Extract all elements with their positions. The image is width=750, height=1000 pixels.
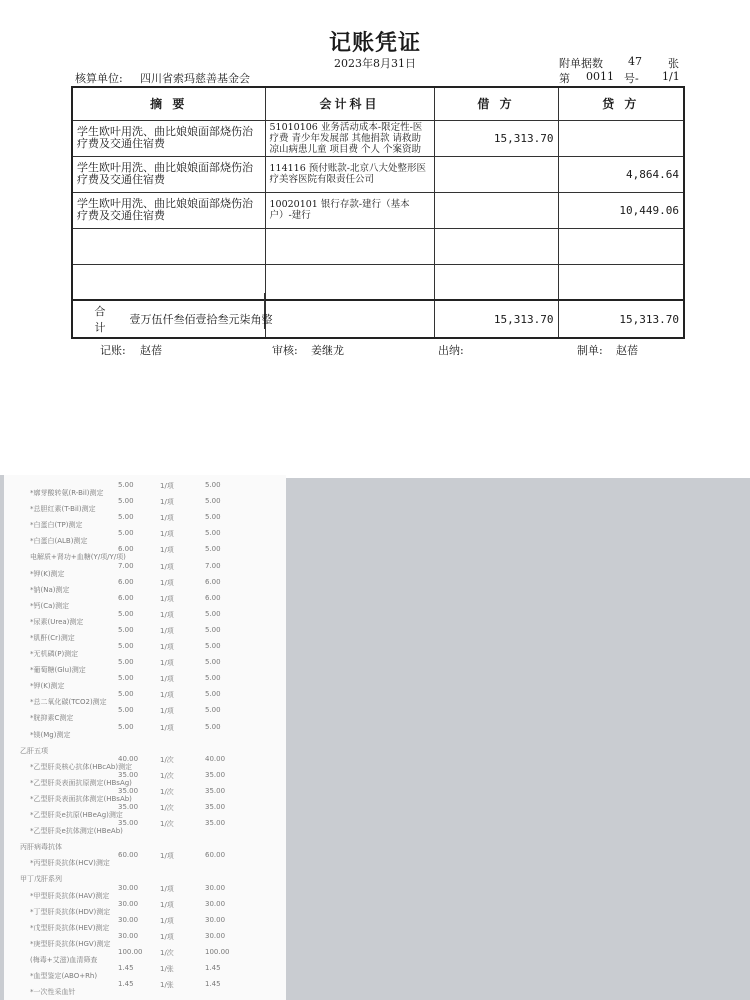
reviewer-label: 审核: [272, 344, 298, 357]
lab-item-price: 5.00 [118, 642, 134, 650]
lab-item-name: 乙肝五项 [20, 746, 48, 755]
bookkeeper-name: 赵蓓 [140, 344, 162, 357]
lab-item-price: 5.00 [118, 529, 134, 538]
table-row [72, 192, 684, 228]
lab-item-name: *庚型肝炎抗体(HGV)测定 [30, 939, 111, 948]
lab-item-price: 7.00 [118, 561, 134, 570]
lab-item-name: *总胆红素(T-Bil)测定 [30, 505, 96, 514]
lab-item-amount: 5.00 [205, 625, 221, 634]
lab-item-name: *乙型肝炎e抗体测定(HBeAb) [30, 827, 123, 836]
lab-item-name: *血型鉴定(ABO+Rh) [30, 972, 98, 980]
lab-item-name: *乙型肝炎表面抗原测定(HBsAg) [30, 778, 132, 787]
row-summary [72, 228, 265, 264]
lab-item-name: 甲丁戊肝系列 [20, 875, 62, 884]
lab-item-unit: 1/项 [160, 675, 174, 684]
row-summary [72, 264, 265, 300]
lab-item-amount: 35.00 [205, 770, 226, 779]
lab-item-name: *葡萄糖(Glu)测定 [30, 666, 86, 675]
attachments-count: 47 [628, 55, 642, 68]
header-summary: 摘 要 [72, 87, 265, 120]
lab-item-amount: 5.00 [205, 609, 221, 618]
accounting-unit-name: 四川省索玛慈善基金会 [140, 72, 250, 85]
lab-item-price: 5.00 [118, 674, 134, 683]
row-account [265, 264, 434, 300]
row-debit [434, 156, 558, 192]
lab-item-price: 5.00 [118, 481, 134, 489]
lab-item-unit: 1/项 [160, 530, 174, 539]
preparer-name: 赵蓓 [616, 344, 638, 357]
lab-item-price: 5.00 [118, 690, 134, 699]
lab-item-unit: 1/张 [160, 981, 174, 990]
row-summary: 学生欧叶用洗、曲比娘娘面部烧伤治疗费及交通住宿费 [72, 192, 265, 228]
total-credit: 15,313.70 [558, 300, 684, 338]
lab-item-unit: 1/张 [160, 965, 174, 973]
row-summary: 学生欧叶用洗、曲比娘娘面部烧伤治疗费及交通住宿费 [72, 120, 265, 156]
lab-item-name: *廓芽酸转氨(R-Bil)测定 [30, 489, 104, 497]
lab-item-price: 5.00 [118, 658, 134, 667]
lab-item-name: *甲型肝炎抗体(HAV)测定 [30, 891, 110, 900]
lab-item-name: *肌酐(Cr)测定 [30, 633, 75, 642]
lab-item-unit: 1/项 [160, 578, 174, 587]
voucher-title: 记账凭证 [328, 30, 421, 56]
lab-item-amount: 30.00 [205, 883, 226, 892]
lab-item-name: *白蛋白(ALB)测定 [30, 537, 88, 546]
lab-item-unit: 1/项 [160, 482, 174, 490]
lab-item-amount: 5.00 [205, 513, 221, 522]
lab-item-name: *钾(K)测定 [30, 569, 65, 578]
table-row [72, 156, 684, 192]
lab-item-amount: 30.00 [205, 931, 226, 940]
lab-item-name: *乙型肝炎表面抗体测定(HBsAb) [30, 794, 132, 803]
lab-item-unit: 1/项 [160, 498, 174, 507]
attachments-unit: 张 [668, 57, 679, 70]
lab-item-amount: 35.00 [205, 803, 226, 811]
total-label-text: 合 计 [94, 305, 120, 334]
lab-item-name: *钠(Na)测定 [30, 585, 70, 594]
lab-item-amount: 5.00 [205, 690, 221, 699]
lab-item-price: 5.00 [118, 497, 134, 506]
lab-item-amount: 5.00 [205, 674, 221, 683]
lab-item-amount: 35.00 [205, 819, 226, 828]
scan-background [285, 478, 750, 1000]
row-debit: 15,313.70 [434, 120, 558, 156]
lab-item-price: 5.00 [118, 625, 134, 634]
lab-item-amount: 5.00 [205, 658, 221, 667]
lab-item-unit: 1/次 [160, 771, 174, 780]
reviewer-name: 姜继龙 [311, 344, 344, 357]
lab-item-price: 30.00 [118, 899, 139, 908]
lab-item-price: 30.00 [118, 915, 139, 924]
header-account: 会计科目 [265, 87, 434, 120]
lab-item-name: *镁(Mg)测定 [30, 730, 71, 739]
lab-item-amount: 6.00 [205, 577, 221, 586]
lab-item-price: 6.00 [118, 593, 134, 602]
lab-item-unit: 1/次 [160, 948, 174, 957]
lab-item-unit: 1/项 [160, 594, 174, 603]
lab-item-amount: 5.00 [205, 529, 221, 538]
lab-item-unit: 1/项 [160, 659, 174, 668]
total-amount-words: 壹万伍仟叁佰壹拾叁元柒角整 [125, 300, 294, 338]
lab-item-name: (梅毒+艾滋)血清筛查 [30, 955, 98, 964]
lab-item-unit: 1/项 [160, 514, 174, 523]
table-row [72, 228, 684, 264]
lab-item-name: *尿素(Urea)测定 [30, 617, 84, 626]
lab-item-unit: 1/项 [160, 610, 174, 619]
lab-item-name: *丁型肝炎抗体(HDV)测定 [30, 907, 111, 916]
lab-item-price: 1.45 [118, 980, 134, 989]
lab-item-price: 30.00 [118, 883, 139, 892]
lab-item-amount: 5.00 [205, 481, 221, 489]
lab-item-amount: 6.00 [205, 593, 221, 602]
scan-edge [0, 475, 4, 1000]
row-credit: 10,449.06 [558, 192, 684, 228]
lab-item-name: *无机磷(P)测定 [30, 650, 79, 658]
lab-item-name: *丙型肝炎抗体(HCV)测定 [30, 859, 110, 868]
row-account: 51010106 业务活动成本-限定性-医疗费 青少年发展部 其他捐款 请救助凉山病患儿童 项目费 个人 个案资助 [265, 120, 434, 156]
cashier-label: 出纳: [438, 344, 464, 357]
lab-item-name: *戊型肝炎抗体(HEV)测定 [30, 923, 110, 932]
lab-item-unit: 1/项 [160, 562, 174, 571]
lab-item-amount: 5.00 [205, 722, 221, 731]
lab-item-name: *白蛋白(TP)测定 [30, 521, 83, 530]
lab-item-amount: 1.45 [205, 980, 221, 989]
lab-item-amount: 35.00 [205, 786, 226, 795]
row-debit [434, 264, 558, 300]
lab-item-name: *一次性采血针 [30, 988, 76, 997]
lab-item-unit: 1/次 [160, 755, 174, 764]
lab-item-unit: 1/项 [160, 691, 174, 700]
lab-item-name: *胱抑素C测定 [30, 714, 74, 723]
bookkeeper-label: 记账: [100, 344, 126, 357]
row-credit [558, 120, 684, 156]
lab-item-unit: 1/项 [160, 546, 174, 555]
row-debit [434, 228, 558, 264]
preparer-label: 制单: [577, 344, 603, 357]
lab-item-amount: 40.00 [205, 754, 226, 763]
voucher-no-suffix: 号- [624, 72, 639, 85]
lab-item-price: 5.00 [118, 722, 134, 731]
lab-item-amount: 5.00 [205, 545, 221, 554]
table-row [72, 264, 684, 300]
row-summary: 学生欧叶用洗、曲比娘娘面部烧伤治疗费及交通住宿费 [72, 156, 265, 192]
lab-item-unit: 1/项 [160, 643, 174, 651]
lab-item-name: 电解质+肾功+血糖(Y/项/Y/项) [30, 553, 126, 562]
row-credit [558, 228, 684, 264]
lab-item-price: 35.00 [118, 770, 139, 779]
lab-item-price: 6.00 [118, 577, 134, 586]
table-header-row [72, 87, 684, 120]
lab-item-amount: 5.00 [205, 497, 221, 506]
lab-item-unit: 1/项 [160, 707, 174, 716]
total-row [72, 300, 684, 338]
row-account [265, 228, 434, 264]
row-account: 114116 预付账款-北京八大处整形医疗美容医院有限责任公司 [265, 156, 434, 192]
voucher-table [71, 86, 685, 339]
voucher-number: 0011 [586, 70, 614, 83]
lab-item-unit: 1/项 [160, 723, 174, 732]
row-credit [558, 264, 684, 300]
lab-item-unit: 1/次 [160, 787, 174, 796]
voucher-no-prefix: 第 [559, 72, 570, 85]
row-debit [434, 192, 558, 228]
lab-item-name: *乙型肝炎e抗原(HBeAg)测定 [30, 811, 123, 819]
lab-item-price: 35.00 [118, 803, 139, 811]
total-debit: 15,313.70 [434, 300, 558, 338]
lab-item-amount: 1.45 [205, 964, 221, 972]
lab-item-unit: 1/项 [160, 884, 174, 893]
page-indicator: 1/1 [662, 70, 680, 83]
lab-item-unit: 1/次 [160, 804, 174, 812]
header-debit: 借 方 [434, 87, 558, 120]
lab-item-name: *总二氧化碳(TCO2)测定 [30, 698, 107, 707]
lab-item-price: 6.00 [118, 545, 134, 554]
accounting-voucher [0, 0, 750, 475]
lab-item-unit: 1/项 [160, 626, 174, 635]
lab-item-price: 1.45 [118, 964, 134, 972]
lab-item-name: *钙(Ca)测定 [30, 601, 70, 610]
header-credit: 贷 方 [558, 87, 684, 120]
voucher-date: 2023年8月31日 [334, 57, 416, 70]
lab-item-unit: 1/项 [160, 852, 174, 861]
lab-item-amount: 30.00 [205, 915, 226, 924]
lab-item-amount: 30.00 [205, 899, 226, 908]
lab-item-amount: 60.00 [205, 851, 226, 860]
row-account: 10020101 银行存款-建行（基本户）-建行 [265, 192, 434, 228]
lab-item-name: 丙肝病毒抗体 [20, 843, 62, 852]
lab-item-price: 5.00 [118, 706, 134, 715]
lab-item-unit: 1/项 [160, 900, 174, 909]
lab-item-name: *钾(K)测定 [30, 682, 65, 691]
lab-item-price: 100.00 [118, 947, 143, 956]
lab-item-amount: 5.00 [205, 642, 221, 650]
row-credit: 4,864.64 [558, 156, 684, 192]
lab-item-price: 35.00 [118, 786, 139, 795]
lab-item-price: 35.00 [118, 819, 139, 828]
lab-item-name: *乙型肝炎核心抗体(HBcAb)测定 [30, 762, 133, 771]
lab-item-unit: 1/次 [160, 820, 174, 829]
attachments-label: 附单据数 [559, 57, 603, 70]
lab-item-amount: 7.00 [205, 561, 221, 570]
accounting-unit-label: 核算单位: [75, 72, 123, 85]
lab-item-price: 30.00 [118, 931, 139, 940]
lab-item-unit: 1/项 [160, 916, 174, 925]
lab-item-amount: 100.00 [205, 947, 230, 956]
lab-fee-list [0, 475, 286, 1000]
lab-item-price: 5.00 [118, 513, 134, 522]
lab-item-amount: 5.00 [205, 706, 221, 715]
lab-item-price: 60.00 [118, 851, 139, 860]
lab-item-price: 40.00 [118, 754, 139, 763]
lab-item-unit: 1/项 [160, 932, 174, 941]
lab-item-price: 5.00 [118, 609, 134, 618]
table-row [72, 120, 684, 156]
